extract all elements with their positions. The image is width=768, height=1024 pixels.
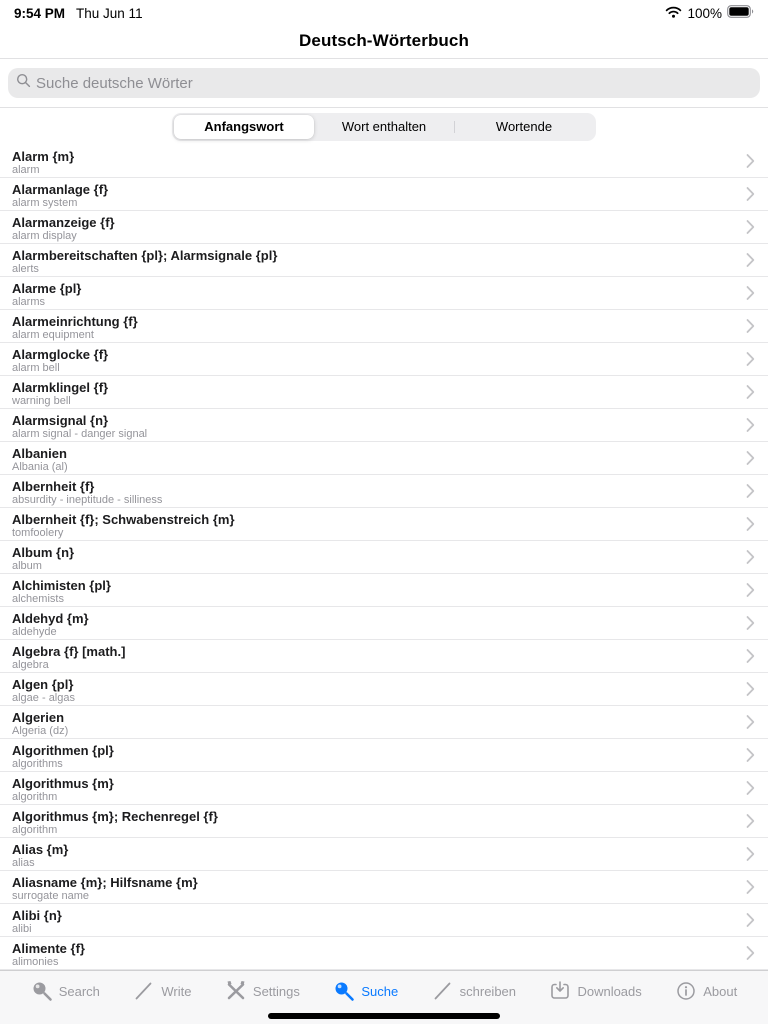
chevron-right-icon [746,814,755,829]
entry-translation: algorithm [12,790,58,803]
list-item[interactable] [0,508,768,541]
tab-downloads[interactable] [549,980,641,1002]
list-item[interactable] [0,871,768,904]
entry-word: Algorithmen {pl} [12,742,114,758]
entry-word: Album {n} [12,544,75,560]
chevron-right-icon [746,319,755,334]
chevron-right-icon [746,385,755,400]
tab-label: Downloads [577,983,642,999]
page-title: Deutsch-Wörterbuch [299,31,469,50]
entry-translation: aldehyde [12,625,57,638]
entry-translation: algae - algas [12,691,75,704]
search-icon [31,980,53,1002]
chevron-right-icon [746,418,755,433]
chevron-right-icon [746,451,755,466]
list-item[interactable] [0,772,768,805]
chevron-right-icon [746,880,755,895]
entry-translation: algorithms [12,757,63,770]
search-input[interactable] [36,75,752,92]
status-date: Thu Jun 11 [76,5,143,21]
entry-word: Alias {m} [12,841,69,857]
segmented-control [172,113,596,141]
entry-word: Alimente {f} [12,940,85,956]
pencil-icon [133,980,155,1002]
tab-label: Suche [361,983,399,999]
chevron-right-icon [746,847,755,862]
list-item[interactable] [0,409,768,442]
chevron-right-icon [746,517,755,532]
entry-translation: alchemists [12,592,64,605]
entry-word: Aliasname {m}; Hilfsname {m} [12,874,198,890]
chevron-right-icon [746,715,755,730]
entry-word: Albanien [12,445,67,461]
entry-word: Aldehyd {m} [12,610,89,626]
list-item[interactable] [0,805,768,838]
entry-translation: alarm [12,163,40,176]
entry-translation: Albania (al) [12,460,68,473]
tab-write[interactable] [133,980,191,1002]
list-item[interactable] [0,904,768,937]
entry-word: Alarmanlage {f} [12,181,109,197]
list-item[interactable] [0,244,768,277]
segment-anfangswort[interactable]: Anfangswort [174,115,314,139]
list-item[interactable] [0,442,768,475]
entry-translation: alarms [12,295,46,308]
entry-translation: absurdity - ineptitude - silliness [12,493,163,506]
tab-schreiben[interactable] [432,980,516,1002]
info-icon [675,980,697,1002]
entry-translation: alarm bell [12,361,60,374]
entry-word: Algebra {f} [math.] [12,643,126,659]
search-field[interactable] [8,68,760,98]
entry-translation: alias [12,856,35,869]
chevron-right-icon [746,748,755,763]
entry-translation: algorithm [12,823,58,836]
entry-word: Alchimisten {pl} [12,577,111,593]
entry-translation: Algeria (dz) [12,724,69,737]
entry-translation: alibi [12,922,32,935]
entry-translation: alarm system [12,196,78,209]
battery-icon [727,5,754,21]
tab-suche[interactable] [333,980,398,1002]
entry-word: Albernheit {f} [12,478,95,494]
list-item[interactable] [0,640,768,673]
home-indicator[interactable] [268,1013,500,1019]
chevron-right-icon [746,913,755,928]
segmented-control-section [0,108,768,145]
list-item[interactable] [0,211,768,244]
list-item[interactable] [0,673,768,706]
list-item[interactable] [0,178,768,211]
entry-word: Alarmsignal {n} [12,412,109,428]
list-item[interactable] [0,706,768,739]
pencil-icon [432,980,454,1002]
entry-word: Alarmglocke {f} [12,346,109,362]
tab-search[interactable] [31,980,100,1002]
entry-word: Algerien [12,709,65,725]
entry-word: Albernheit {f}; Schwabenstreich {m} [12,511,235,527]
entry-translation: alarm equipment [12,328,94,341]
entry-translation: surrogate name [12,889,90,902]
list-item[interactable] [0,310,768,343]
entry-word: Alibi {n} [12,907,62,923]
entry-translation: tomfoolery [12,526,64,539]
entry-translation: album [12,559,42,572]
list-item[interactable] [0,475,768,508]
chevron-right-icon [746,616,755,631]
entry-translation: alarm display [12,229,77,242]
battery-percent: 100% [687,5,722,21]
segment-wortende[interactable]: Wortende [454,115,594,139]
chevron-right-icon [746,253,755,268]
chevron-right-icon [746,649,755,664]
search-section [0,59,768,108]
chevron-right-icon [746,781,755,796]
status-bar [0,0,768,24]
status-time: 9:54 PM [14,5,66,21]
list-item[interactable] [0,739,768,772]
tab-bar [0,970,768,1024]
entry-word: Alarmanzeige {f} [12,214,115,230]
list-item[interactable] [0,607,768,640]
list-item[interactable] [0,376,768,409]
tab-settings[interactable] [225,980,300,1002]
chevron-right-icon [746,286,755,301]
list-item[interactable] [0,937,768,970]
tab-label: Search [58,983,100,999]
entry-translation: alimonies [12,955,59,968]
entry-translation: alarm signal - danger signal [12,427,148,440]
chevron-right-icon [746,583,755,598]
chevron-right-icon [746,220,755,235]
tab-about[interactable] [675,980,737,1002]
chevron-right-icon [746,550,755,565]
entry-word: Alarme {pl} [12,280,82,296]
entry-word: Alarmbereitschaften {pl}; Alarmsignale {pl} [12,247,278,263]
entry-word: Alarmeinrichtung {f} [12,313,138,329]
chevron-right-icon [746,352,755,367]
entry-word: Alarm {m} [12,148,75,164]
list-item[interactable] [0,574,768,607]
wifi-icon [665,6,682,21]
entry-word: Algorithmus {m}; Rechenregel {f} [12,808,218,824]
tab-label: About [703,983,738,999]
chevron-right-icon [746,154,755,169]
entry-translation: algebra [12,658,49,671]
segment-wort-enthalten[interactable]: Wort enthalten [341,119,427,134]
navigation-bar [0,24,768,59]
list-item[interactable] [0,277,768,310]
chevron-right-icon [746,187,755,202]
chevron-right-icon [746,682,755,697]
list-item[interactable] [0,541,768,574]
list-item[interactable] [0,838,768,871]
entry-translation: alerts [12,262,39,275]
entry-word: Algen {pl} [12,676,74,692]
chevron-right-icon [746,946,755,961]
word-list [0,145,768,970]
tab-label: schreiben [459,983,517,999]
download-tray-icon [549,980,571,1002]
entry-word: Algorithmus {m} [12,775,114,791]
tab-label: Settings [252,983,300,999]
tab-label: Write [161,983,192,999]
tools-icon [225,980,247,1002]
entry-word: Alarmklingel {f} [12,379,109,395]
list-item[interactable] [0,343,768,376]
chevron-right-icon [746,484,755,499]
list-item[interactable] [0,145,768,178]
search-icon [16,73,31,93]
entry-translation: warning bell [12,394,71,407]
search-icon [333,980,355,1002]
